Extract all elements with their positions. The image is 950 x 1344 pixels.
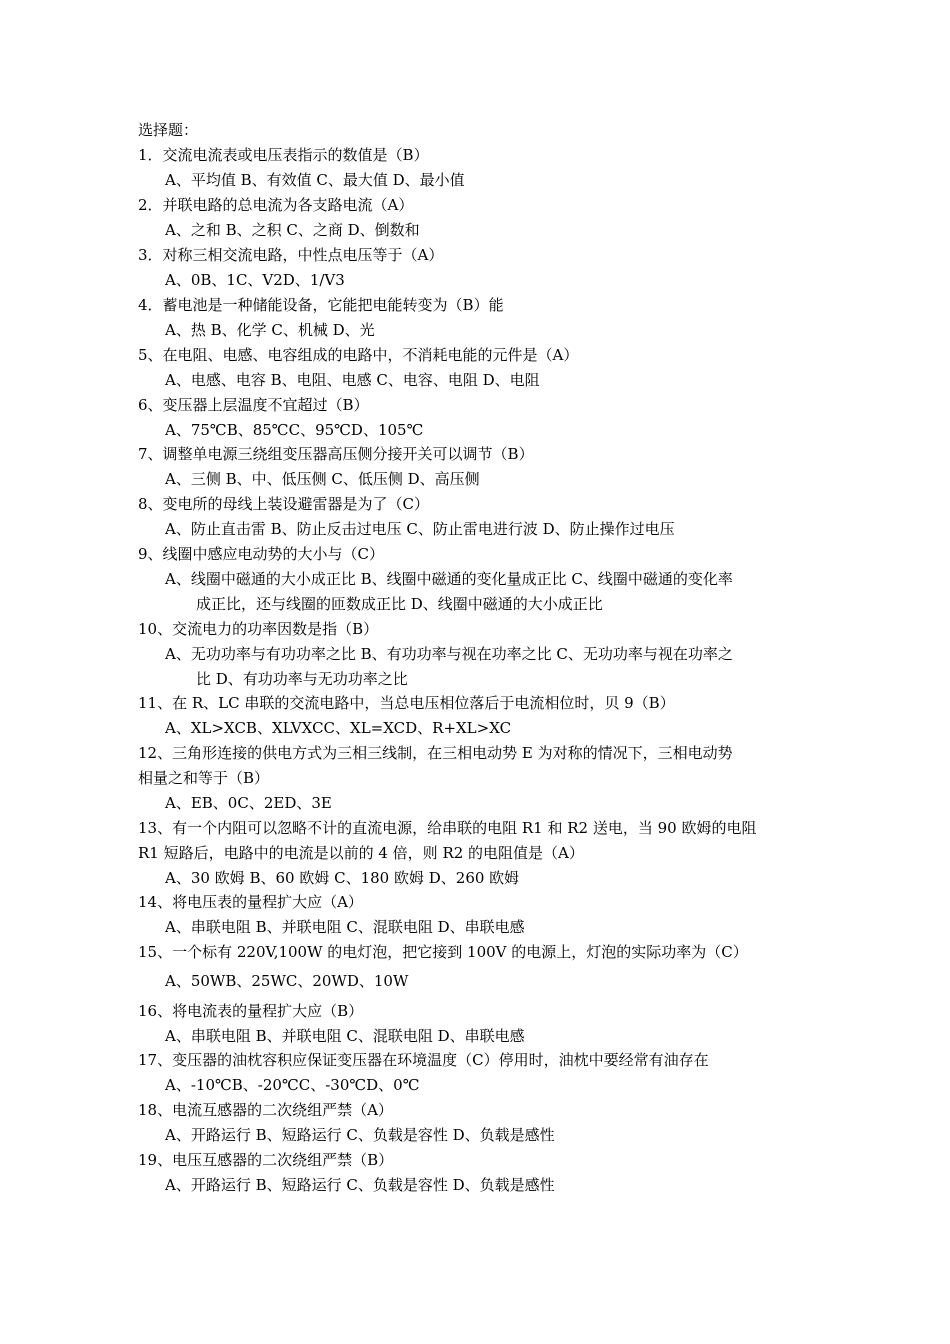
question-8-options: A、防止直击雷 B、防止反击过电压 C、防止雷电进行波 D、防止操作过电压 xyxy=(165,520,675,538)
question-7: 7、调整单电源三绕组变压器高压侧分接开关可以调节（B） xyxy=(138,445,534,463)
question-13-options: A、30 欧姆 B、60 欧姆 C、180 欧姆 D、260 欧姆 xyxy=(165,869,520,887)
question-16-options: A、串联电阻 B、并联电阻 C、混联电阻 D、串联电感 xyxy=(165,1027,525,1045)
question-9-options: A、线圈中磁通的大小成正比 B、线圈中磁通的变化量成正比 C、线圈中磁通的变化率 xyxy=(165,570,733,588)
question-4: 4．蓄电池是一种储能设备，它能把电能转变为（B）能 xyxy=(138,296,504,314)
question-12-options: A、EB、0C、2ED、3E xyxy=(165,794,332,812)
question-10-options: A、无功功率与有功功率之比 B、有功功率与视在功率之比 C、无功功率与视在功率之 xyxy=(165,645,733,663)
question-1-options: A、平均值 B、有效值 C、最大值 D、最小值 xyxy=(165,171,465,189)
question-11-options: A、XL>XCB、XLVXCC、XL=XCD、R+XL>XC xyxy=(165,719,512,737)
question-7-options: A、三侧 B、中、低压侧 C、低压侧 D、高压侧 xyxy=(165,470,480,488)
question-14-options: A、串联电阻 B、并联电阻 C、混联电阻 D、串联电感 xyxy=(165,918,525,936)
question-10-options-continued: 比 D、有功功率与无功功率之比 xyxy=(196,670,408,688)
question-13: 13、有一个内阻可以忽略不计的直流电源，给串联的电阻 R1 和 R2 送电，当 90 欧姆的电阻 xyxy=(138,819,757,837)
question-19-options: A、开路运行 B、短路运行 C、负载是容性 D、负载是感性 xyxy=(165,1176,555,1194)
section-heading: 选择题： xyxy=(138,121,199,139)
question-13-continued: R1 短路后，电路中的电流是以前的 4 倍，则 R2 的电阻值是（A） xyxy=(138,844,584,862)
question-10: 10、交流电力的功率因数是指（B） xyxy=(138,620,379,638)
question-2: 2．并联电路的总电流为各支路电流（A） xyxy=(138,196,414,214)
question-19: 19、电压互感器的二次绕组严禁（B） xyxy=(138,1151,394,1169)
question-15-options: A、50WB、25WC、20WD、10W xyxy=(165,972,409,990)
question-8: 8、变电所的母线上装设避雷器是为了（C） xyxy=(138,495,430,513)
question-18: 18、电流互感器的二次绕组严禁（A） xyxy=(138,1101,393,1119)
question-6: 6、变压器上层温度不宜超过（B） xyxy=(138,396,369,414)
question-3-options: A、0B、1C、V2D、1/V3 xyxy=(165,271,345,289)
question-17: 17、变压器的油枕容积应保证变压器在环境温度（C）停用时，油枕中要经常有油存在 xyxy=(138,1051,709,1069)
question-2-options: A、之和 B、之积 C、之商 D、倒数和 xyxy=(165,221,420,239)
question-5-options: A、电感、电容 B、电阻、电感 C、电容、电阻 D、电阻 xyxy=(165,371,540,389)
question-17-options: A、-10℃B、-20℃C、-30℃D、0℃ xyxy=(165,1076,420,1094)
question-9-options-continued: 成正比，还与线圈的匝数成正比 D、线圈中磁通的大小成正比 xyxy=(196,595,603,613)
question-6-options: A、75℃B、85℃C、95℃D、105℃ xyxy=(165,421,424,439)
question-3: 3．对称三相交流电路，中性点电压等于（A） xyxy=(138,246,444,264)
question-12-continued: 相量之和等于（B） xyxy=(138,769,270,787)
question-5: 5、在电阻、电感、电容组成的电路中，不消耗电能的元件是（A） xyxy=(138,346,579,364)
question-11: 11、在 R、LC 串联的交流电路中，当总电压相位落后于电流相位时，贝 9（B） xyxy=(138,694,675,712)
question-4-options: A、热 B、化学 C、机械 D、光 xyxy=(165,321,375,339)
question-14: 14、将电压表的量程扩大应（A） xyxy=(138,893,363,911)
question-9: 9、线圈中感应电动势的大小与（C） xyxy=(138,545,385,563)
question-12: 12、三角形连接的供电方式为三相三线制，在三相电动势 E 为对称的情况下，三相电动势 xyxy=(138,744,733,762)
question-15: 15、一个标有 220V,100W 的电灯泡，把它接到 100V 的电源上，灯泡的实际功率为（C） xyxy=(138,943,748,961)
question-1: 1．交流电流表或电压表指示的数值是（B） xyxy=(138,146,429,164)
question-16: 16、将电流表的量程扩大应（B） xyxy=(138,1002,364,1020)
question-18-options: A、开路运行 B、短路运行 C、负载是容性 D、负载是感性 xyxy=(165,1126,555,1144)
